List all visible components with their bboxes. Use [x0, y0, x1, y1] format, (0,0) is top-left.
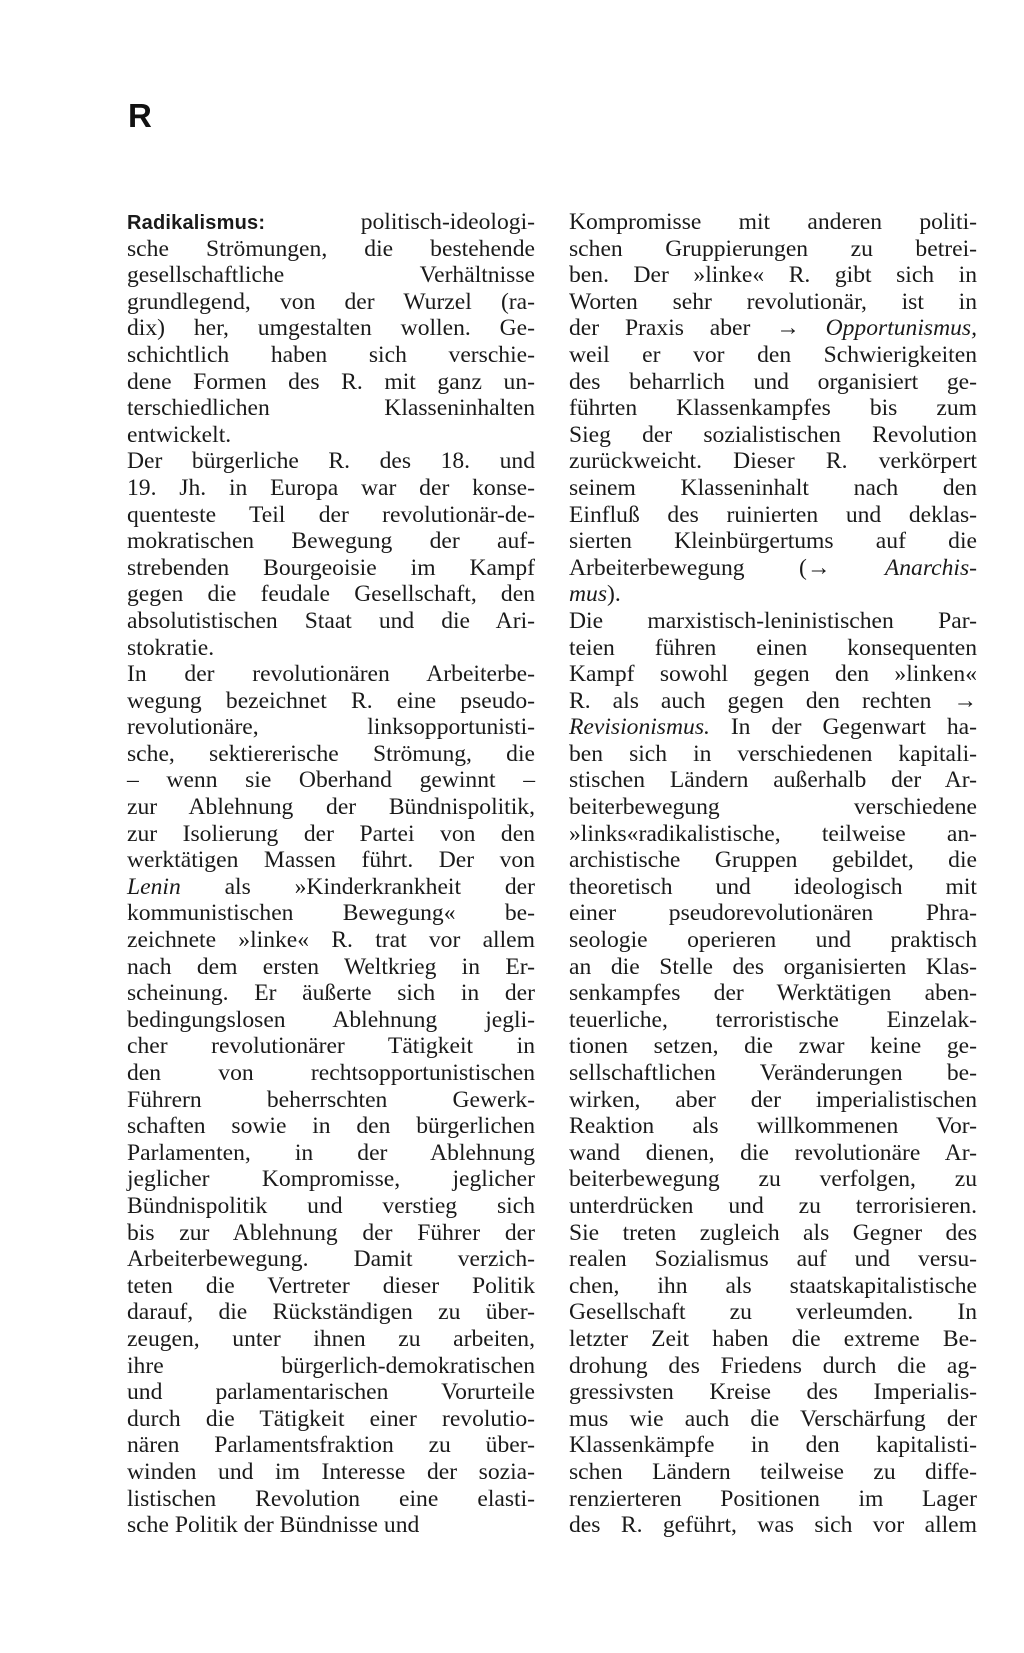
text-line [569, 1113, 977, 1140]
text-segment: Der bürgerliche R. des 18. und [127, 448, 535, 475]
text-line [569, 954, 977, 981]
text-line [127, 1326, 535, 1353]
text-line [127, 262, 535, 289]
text-segment: ihre bürgerlich-demokratischen [127, 1352, 535, 1379]
text-line [127, 1007, 535, 1034]
text-line [569, 927, 977, 954]
text-line [569, 1220, 977, 1247]
text-line [127, 369, 535, 396]
text-line [569, 581, 977, 608]
text-line [569, 422, 977, 449]
text-line [569, 1486, 977, 1513]
text-segment: seologie operieren und praktisch [569, 927, 977, 954]
text-line [127, 555, 535, 582]
text-segment: winden und im Interesse der sozia- [127, 1458, 535, 1485]
text-segment: Reaktion als willkommenen Vor- [569, 1113, 977, 1140]
text-line [127, 1486, 535, 1513]
text-segment: des R. geführt, was sich vor allem [569, 1512, 977, 1539]
text-segment: quenteste Teil der revolutionär-de- [127, 501, 535, 528]
text-line [569, 1379, 977, 1406]
text-line [569, 900, 977, 927]
text-line [127, 1246, 535, 1273]
text-line [569, 1353, 977, 1380]
italic-term: Revisionismus. [569, 714, 710, 741]
text-segment: darauf, die Rückständigen zu über- [127, 1299, 535, 1326]
text-line [569, 369, 977, 396]
text-segment: Arbeiterbewegung (→ [569, 554, 885, 581]
text-segment: politisch-ideologi- [360, 209, 535, 235]
text-line [569, 821, 977, 848]
text-segment: senkampfes der Werktätigen aben- [569, 980, 977, 1007]
italic-term: Anarchis- [884, 554, 977, 581]
text-segment: schichtlich haben sich verschie- [127, 341, 535, 368]
text-line [569, 635, 977, 662]
text-line [127, 1220, 535, 1247]
text-line [569, 1087, 977, 1114]
text-segment: bedingungslosen Ablehnung jegli- [127, 1006, 535, 1033]
entry-headword: Radikalismus: [127, 212, 266, 234]
text-line [127, 1432, 535, 1459]
text-line [127, 847, 535, 874]
text-segment: durch die Tätigkeit einer revolutio- [127, 1405, 535, 1432]
text-segment: chen, ihn als staatskapitalistische [569, 1272, 977, 1299]
text-line [569, 741, 977, 768]
text-line [569, 714, 977, 741]
right-column [569, 209, 977, 1539]
text-segment: schen Gruppierungen zu betrei- [569, 235, 977, 262]
text-segment: zurückweicht. Dieser R. verkörpert [569, 448, 977, 475]
text-line [127, 289, 535, 316]
text-line [127, 635, 535, 662]
text-line [569, 1299, 977, 1326]
text-line [127, 1406, 535, 1433]
text-line [569, 1406, 977, 1433]
text-segment: revolutionäre, linksopportunisti- [127, 714, 535, 741]
text-line [569, 262, 977, 289]
text-line [569, 1007, 977, 1034]
text-line [569, 1060, 977, 1087]
text-segment: mus wie auch die Verschärfung der [569, 1405, 977, 1432]
text-segment: Worten sehr revolutionär, ist in [569, 288, 977, 315]
text-line [569, 289, 977, 316]
text-segment: entwickelt. [127, 421, 232, 448]
text-line [569, 209, 977, 236]
text-segment: realen Sozialismus auf und versu- [569, 1246, 977, 1273]
italic-term: mus [569, 581, 608, 608]
text-line [569, 342, 977, 369]
text-segment: – wenn sie Oberhand gewinnt – [127, 767, 535, 794]
text-segment: grundlegend, von der Wurzel (ra- [127, 288, 535, 315]
text-segment: absolutistischen Staat und die Ari- [127, 607, 535, 634]
text-line [127, 900, 535, 927]
text-segment: jeglicher Kompromisse, jeglicher [127, 1166, 535, 1193]
text-line [127, 688, 535, 715]
text-segment: Arbeiterbewegung. Damit verzich- [127, 1246, 535, 1273]
text-segment: mokratischen Bewegung der auf- [127, 528, 535, 555]
text-segment: sche Politik der Bündnisse und [127, 1512, 420, 1539]
text-segment: teten die Vertreter dieser Politik [127, 1272, 535, 1299]
text-segment: dix) her, umgestalten wollen. Ge- [127, 315, 535, 342]
text-segment: ben sich in verschiedenen kapitali- [569, 740, 977, 767]
text-line [569, 847, 977, 874]
text-line [569, 661, 977, 688]
text-segment: Einfluß des ruinierten und deklas- [569, 501, 977, 528]
text-line [569, 1432, 977, 1459]
text-segment: nären Parlamentsfraktion zu über- [127, 1432, 535, 1459]
text-segment: wirken, aber der imperialistischen [569, 1086, 977, 1113]
text-segment: dene Formen des R. mit ganz un- [127, 368, 535, 395]
text-segment: zeichnete »linke« R. trat vor allem [127, 927, 535, 954]
text-segment: unterdrücken und zu terrorisieren. [569, 1192, 977, 1219]
text-line [127, 422, 535, 449]
text-line [127, 581, 535, 608]
text-line [569, 980, 977, 1007]
text-segment: 19. Jh. in Europa war der konse- [127, 474, 535, 501]
text-line [569, 1193, 977, 1220]
text-segment: kommunistischen Bewegung« be- [127, 900, 535, 927]
text-segment: als »Kinderkrankheit der [180, 873, 535, 900]
text-segment: terschiedlichen Klasseninhalten [127, 395, 535, 422]
text-segment: gegen die feudale Gesellschaft, den [127, 581, 535, 608]
text-segment: theoretisch und ideologisch mit [569, 873, 977, 900]
text-line [127, 315, 535, 342]
text-segment: zeugen, unter ihnen zu arbeiten, [127, 1325, 535, 1352]
text-segment: gesellschaftliche Verhältnisse [127, 262, 535, 289]
text-segment: teuerliche, terroristische Einzelak- [569, 1006, 977, 1033]
text-segment: sche Strömungen, die bestehende [127, 235, 535, 262]
text-line [569, 1512, 977, 1539]
text-segment: führten Klassenkampfes bis zum [569, 395, 977, 422]
text-segment: nach dem ersten Weltkrieg in Er- [127, 953, 535, 980]
text-line [127, 767, 535, 794]
text-segment: der Praxis aber → [569, 315, 826, 342]
text-segment: ). [607, 581, 621, 608]
text-line [127, 794, 535, 821]
text-line [569, 1273, 977, 1300]
text-segment: sellschaftlichen Veränderungen be- [569, 1060, 977, 1086]
text-segment: archistische Gruppen gebildet, die [569, 847, 977, 874]
text-segment: werktätigen Massen führt. Der von [127, 847, 535, 874]
text-line [127, 448, 535, 475]
text-line [569, 1140, 977, 1167]
text-segment: Parlamenten, in der Ablehnung [127, 1139, 535, 1166]
text-line [569, 608, 977, 635]
text-segment: bis zur Ablehnung der Führer der [127, 1219, 535, 1246]
text-line [127, 714, 535, 741]
text-line [569, 1033, 977, 1060]
text-segment: Klassenkämpfe in den kapitalisti- [569, 1432, 977, 1459]
text-line [127, 1193, 535, 1220]
text-line [127, 1353, 535, 1380]
text-line [127, 1273, 535, 1300]
text-line [127, 1299, 535, 1326]
text-segment: Kompromisse mit anderen politi- [569, 209, 977, 235]
text-segment: scheinung. Er äußerte sich in der [127, 980, 535, 1007]
text-segment: an die Stelle des organisierten Klas- [569, 953, 977, 980]
text-line [127, 608, 535, 635]
text-line [569, 448, 977, 475]
text-line [569, 794, 977, 821]
text-line [569, 688, 977, 715]
text-line [127, 1113, 535, 1140]
text-line [127, 661, 535, 688]
text-line [569, 502, 977, 529]
text-line [127, 1033, 535, 1060]
text-segment: schaften sowie in den bürgerlichen [127, 1113, 535, 1140]
left-column [127, 209, 535, 1539]
italic-term: Lenin [127, 873, 181, 900]
text-line [569, 1246, 977, 1273]
text-segment: zur Isolierung der Partei von den [127, 820, 535, 847]
text-segment: seinem Klasseninhalt nach den [569, 474, 977, 501]
text-segment: beiterbewegung verschiedene [569, 794, 977, 821]
text-segment: In der Gegenwart ha- [709, 714, 977, 741]
text-segment: In der revolutionären Arbeiterbe- [127, 661, 535, 688]
text-segment: stischen Ländern außerhalb der Ar- [569, 767, 977, 794]
text-segment: letzter Zeit haben die extreme Be- [569, 1325, 977, 1352]
text-line [569, 1459, 977, 1486]
text-segment: »links«radikalistische, teilweise an- [569, 820, 977, 847]
text-segment: listischen Revolution eine elasti- [127, 1485, 535, 1512]
text-line [127, 1060, 535, 1087]
text-segment: cher revolutionärer Tätigkeit in [127, 1033, 535, 1060]
text-line [127, 741, 535, 768]
text-segment: ben. Der »linke« R. gibt sich in [569, 262, 977, 289]
text-segment: des beharrlich und organisiert ge- [569, 368, 977, 395]
text-line [569, 1166, 977, 1193]
text-line [127, 927, 535, 954]
text-line [127, 342, 535, 369]
text-line [127, 821, 535, 848]
text-line [127, 874, 535, 901]
text-line [127, 395, 535, 422]
italic-term: Opportunismus, [825, 315, 977, 342]
text-line [569, 395, 977, 422]
text-segment: stokratie. [127, 634, 215, 661]
text-line [127, 1459, 535, 1486]
text-line [127, 236, 535, 263]
text-line [569, 315, 977, 342]
text-line [569, 767, 977, 794]
text-segment: zur Ablehnung der Bündnispolitik, [127, 794, 535, 821]
text-segment: wegung bezeichnet R. eine pseudo- [127, 687, 535, 714]
text-line [569, 1326, 977, 1353]
text-segment: Gesellschaft zu verleumden. In [569, 1299, 977, 1326]
text-segment: Kampf sowohl gegen den »linken« [569, 661, 977, 688]
text-line [127, 1379, 535, 1406]
text-segment: tionen setzen, die zwar keine ge- [569, 1033, 977, 1060]
text-line [569, 528, 977, 555]
text-line [127, 954, 535, 981]
text-segment: drohung des Friedens durch die ag- [569, 1352, 977, 1379]
text-segment: beiterbewegung zu verfolgen, zu [569, 1166, 977, 1193]
text-segment: wand dienen, die revolutionäre Ar- [569, 1139, 977, 1166]
text-line [569, 236, 977, 263]
text-segment: einer pseudorevolutionären Phra- [569, 900, 977, 927]
text-segment: teien führen einen konsequenten [569, 634, 977, 661]
text-segment: Führern beherrschten Gewerk- [127, 1086, 535, 1113]
text-segment: renzierteren Positionen im Lager [569, 1485, 977, 1512]
text-line [127, 1087, 535, 1114]
text-segment: schen Ländern teilweise zu diffe- [569, 1458, 977, 1485]
text-segment: Sie treten zugleich als Gegner des [569, 1219, 977, 1246]
text-line [569, 555, 977, 582]
text-segment: weil er vor den Schwierigkeiten [569, 341, 977, 368]
text-segment: Die marxistisch-leninistischen Par- [569, 607, 977, 634]
text-segment: und parlamentarischen Vorurteile [127, 1379, 535, 1406]
text-segment: sierten Kleinbürgertums auf die [569, 528, 977, 555]
text-line [127, 980, 535, 1007]
text-line [569, 475, 977, 502]
text-segment: R. als auch gegen den rechten → [569, 687, 977, 714]
text-line [127, 528, 535, 555]
text-segment: sche, sektiererische Strömung, die [127, 740, 535, 767]
text-line [127, 209, 535, 236]
text-line [127, 475, 535, 502]
text-segment: den von rechtsopportunistischen [127, 1060, 535, 1086]
text-segment: Sieg der sozialistischen Revolution [569, 421, 977, 448]
text-line [127, 1512, 535, 1539]
text-segment: Bündnispolitik und verstieg sich [127, 1192, 535, 1219]
text-line [127, 1166, 535, 1193]
text-segment: gressivsten Kreise des Imperialis- [569, 1379, 977, 1406]
text-line [569, 874, 977, 901]
text-line [127, 1140, 535, 1167]
section-letter: R [128, 97, 152, 134]
text-line [127, 502, 535, 529]
text-segment: strebenden Bourgeoisie im Kampf [127, 554, 535, 581]
